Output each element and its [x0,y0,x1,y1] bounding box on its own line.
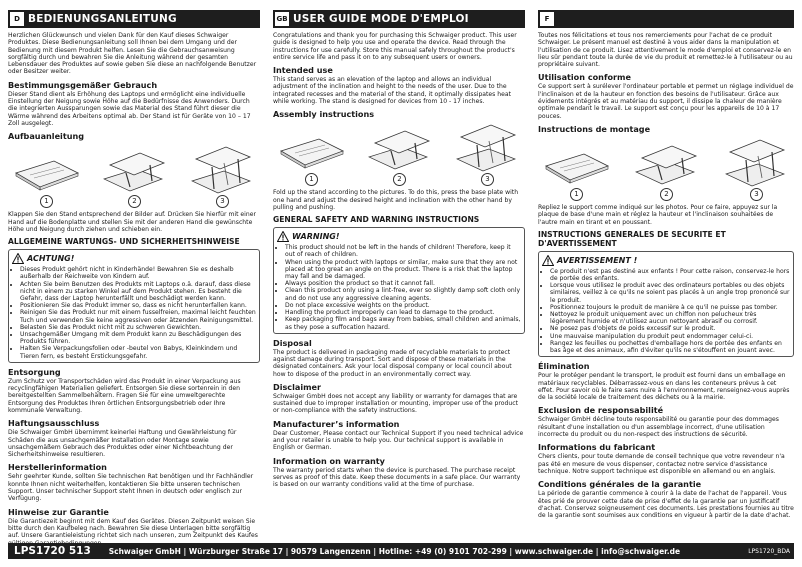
disposal-text-fr: Pour le protéger pendant le transport, le produit est fourni dans un emballage en matériaux recyclables. Débarrassez-vous en dans les conteneurs prévus à cet effet. Pour savoir où le faire sans nuire à l'environnement, renseignez-vous auprès de la société locale de traitement des déchets ou à la mairie. [538,372,790,402]
liability-text-gb: Schwaiger GmbH does not accept any liability or warranty for damages that are sustained due to improper installation or mounting, improper use of the product or non-compliance with the safety instructions. [273,392,518,415]
section-title-gb: USER GUIDE MODE D'EMPLOI [293,13,469,25]
disposal-heading-de: Entsorgung [8,366,61,377]
list-item: • Keep packaging film and bags away from babies, small children and animals, as they pose a suffocation hazard. [285,316,521,330]
warning-triangle-icon [12,253,24,264]
manufacturer-text-de: Sehr geehrter Kunde, sollten Sie technischen Rat benötigen und Ihr Fachhändler konnte Ihnen nicht weiterhelfen, kontaktieren Sie bitte unseren technischen Support. Unser technischer Support steht Ihnen in deutsch oder englisch zur Verfügung. [8,473,254,503]
language-flag-fr: F [540,12,554,26]
assembly-figures-gb [273,121,525,185]
assembly-figures-de [8,143,260,207]
list-item: • Unsachgemäßer Umgang mit dem Produkt kann zu Beschädigungen des Produkts führen. [20,331,256,345]
step-number: 1 [570,188,583,201]
list-item: • Dieses Produkt gehört nicht in Kinderhände! Bewahren Sie es deshalb außerhalb der Reichweite von Kindern auf. [20,266,256,280]
language-flag-de: D [10,12,24,26]
list-item: • Halten Sie Verpackungsfolien oder -beutel von Babys, Kleinkindern und Tieren fern, es besteht Erstickungsgefahr. [20,345,256,359]
list-item: • Clean this product only using a lint-free, ever so slightly damp soft cloth only and do not use any aggressive cleaning agents. [285,287,521,301]
step-number: 2 [393,173,406,186]
step-number: 3 [481,173,494,186]
manufacturer-text-fr: Chers clients, pour toute demande de conseil technique que votre revendeur n'a pas été en mesure de vous dispenser, contactez notre service d'assistance technique. Notre support technique est disponible en allemand ou en anglais. [538,453,785,475]
manufacturer-heading-de: Herstellerinformation [8,462,107,473]
list-item: • Belasten Sie das Produkt nicht mit zu schweren Gewichten. [20,324,256,331]
assembly-heading-gb: Assembly instructions [273,109,375,120]
liability-text-fr: Schwaiger GmbH décline toute responsabilité ou garantie pour des dommages résultant d'une installation ou d'un assemblage incorrect, d'une utilisation incorrecte du produit ou du non-respect des instructions de sécurité. [538,416,779,439]
warning-box-fr [538,251,794,357]
step-number: 3 [216,195,229,208]
disposal-heading-fr: Élimination [538,361,590,372]
list-item: • Positionnez toujours le produit de manière à ce qu'il ne puisse pas tomber. [550,304,790,311]
warning-triangle-icon [542,255,554,266]
list-item: • Nettoyez le produit uniquement avec un chiffon non pelucheux très légèrement humide et n'utilisez aucun nettoyant abrasif ou corrosif. [550,311,790,325]
intro-gb: Congratulations and thank you for purchasing this Schwaiger product. This user guide is designed to help you use and operate the device. Read through the instructions for use carefully. Store this manual safely throughout the product's entire service life and pass it on to any subsequent users or owners. [273,32,517,61]
warranty-text-fr: La période de garantie commence à courir à la date de l'achat de l'appareil. Vous êtes prié de prouver cette date de prise d'effet de la garantie par un justificatif d'achat. Conservez soigneusement ces documents. Les prestations fournies au titre de la garantie sont soumises aux conditions en vigueur à partir de la date d'achat. [538,490,794,520]
assembly-text-de: Klappen Sie den Stand entsprechend der Bilder auf. Drücken Sie hierfür mit einer Hand auf die Bodenplatte und stellen Sie mit der anderen Hand die gewünschte Höhe und Neigung durch ziehen und schieben ein. [8,211,256,233]
list-item: • Ne posez pas d'objets de poids excessif sur le produit. [550,325,790,332]
list-item: • Positionieren Sie das Produkt immer so, dass es nicht herunterfallen kann. [20,302,256,309]
stand-figure-3 [718,136,794,200]
use-heading-fr: Utilisation conforme [538,72,631,83]
step-number: 2 [660,188,673,201]
warranty-heading-de: Hinweise zur Garantie [8,506,109,517]
language-flag-gb: GB [275,12,289,26]
list-item: • Reinigen Sie das Produkt nur mit einem fusselfreien, maximal leicht feuchten Tuch und verwenden Sie keine aggressiven oder ätzenden Reinigungsmittel. [20,309,256,323]
section-header-gb [273,10,525,28]
warning-label-de: ACHTUNG! [27,254,75,264]
intro-fr: Toutes nos félicitations et tous nos remerciements pour l'achat de ce produit Schwaiger. Le présent manuel est destiné à vous aider dans la manipulation et l'utilisation de ce produit. Lisez attentivement le mode d'emploi et conservez-le en lieu sûr pendant toute la durée de vie du produit et remettez-le à l'utilisateur ou au propriétaire suivant. [538,32,793,69]
use-text-gb: This stand serves as an elevation of the laptop and allows an individual adjustment of the inclination and height to the needs of the user. Due to the integrated recesses and the material of the stand, it optimally dissipates heat while working. The stand is designed for devices from 10 - 17 inches. [273,76,512,106]
column-german [8,10,260,551]
disposal-text-gb: The product is delivered in packaging made of recyclable materials to protect against damage during transport. Sort and dispose of these materials in the designated containers. Ask your local disposal company or local council about how to dispose of the product in an environmentally correct way. [273,348,512,378]
list-item: • Handling the product improperly can lead to damage to the product. [285,309,521,316]
stand-figure-1 [273,121,349,185]
stand-figure-1 [538,136,614,200]
stand-figure-2 [361,121,437,185]
product-code: LPS1720 513 [14,545,91,557]
column-english [273,10,525,493]
step-number: 3 [750,188,763,201]
assembly-heading-de: Aufbauanleitung [8,131,85,142]
section-title-de: BEDIENUNGSANLEITUNG [28,13,177,25]
assembly-text-gb: Fold up the stand according to the pictures. To do this, press the base plate with one hand and adjust the desired height and inclination with the other hand by pulling and pushing. [273,189,519,211]
liability-text-de: Die Schwaiger GmbH übernimmt keinerlei Haftung und Gewährleistung für Schäden die aus unsachgemäßer Installation oder Montage sowie unsachgemäßem Gebrauch des Produktes oder einer Nichtbeachtung der Sicherheitshinweise resultieren. [8,429,237,459]
step-number: 1 [305,173,318,186]
liability-heading-gb: Disclaimer [273,381,322,392]
manufacturer-heading-gb: Manufacturer’s information [273,418,400,429]
safety-heading-fr: INSTRUCTIONS GENERALES DE SECURITE ET D'AVERTISSEMENT [538,229,726,248]
intro-de: Herzlichen Glückwunsch und vielen Dank für den Kauf dieses Schwaiger Produktes. Diese Bedienungsanleitung soll Ihnen bei dem Umgang und der Bedienung mit diesem Produkt helfen. Lesen Sie die Gebrauchsanweisung sorgfältig durch und bewahren Sie die Anleitung während der gesamten Lebensdauer des Produktes auf sowie geben Sie diese an nachfolgende Benutzer oder Besitzer weiter. [8,32,257,76]
warning-triangle-icon [277,231,289,242]
use-heading-de: Bestimmungsgemäßer Gebrauch [8,79,158,90]
warning-box-de [8,249,260,363]
warranty-heading-fr: Conditions générales de la garantie [538,479,702,490]
use-heading-gb: Intended use [273,65,333,76]
stand-figure-1 [8,143,84,207]
warning-list-gb [277,244,521,330]
use-text-de: Dieser Stand dient als Erhöhung des Laptops und ermöglicht eine individuelle Einstellung der Neigung sowie Höhe auf die Bedürfnisse des Anwenders. Durch die integrierten Aussparungen sowie das Material des Stand führt dieser die Wärme während des Arbeitens optimal ab. Der Stand ist für Geräte von 10 – 17 Zoll ausgelegt. [8,90,251,127]
safety-heading-gb: GENERAL SAFETY AND WARNING INSTRUCTIONS [273,215,480,225]
list-item: • Achten Sie beim Benutzen des Produkts mit Laptops o.ä. darauf, dass diese nicht in einem zu starken Winkel auf dem Produkt stehen. Es besteht die Gefahr, dass der Laptop herunterfällt und beschädigt werden kann. [20,281,256,303]
column-french [538,10,794,523]
warranty-heading-gb: Information on warranty [273,455,385,466]
warning-label-fr: AVERTISSEMENT ! [557,255,638,265]
assembly-figures-fr [538,136,794,200]
stand-figure-2 [628,136,704,200]
warning-box-gb [273,227,525,333]
section-header-de [8,10,260,28]
stand-figure-3 [184,143,260,207]
warranty-text-de: Die Garantiezeit beginnt mit dem Kauf des Gerätes. Diesen Zeitpunkt weisen Sie bitte durch den Kaufbeleg nach. Bewahren Sie diese Unterlagen bitte sorgfältig auf. Unsere Garantieleistung richtet sich nach unseren, zum Zeitpunkt des Kaufes [8,517,258,540]
liability-heading-de: Haftungsausschluss [8,418,100,429]
manufacturer-heading-fr: Informations du fabricant [538,442,656,453]
list-item: • When using the product with laptops or similar, make sure that they are not placed at too great an angle on the product. There is a risk that the laptop may fall and be damaged. [285,259,521,281]
step-number: 1 [40,195,53,208]
stand-figure-2 [96,143,172,207]
company-contact: Schwaiger GmbH | Würzburger Straße 17 | 90579 Langenzenn | Hotline: +49 (0) 9101 702-299 | www.schwaiger.de | info@schwaiger.de [108,546,681,556]
list-item: • Lorsque vous utilisez le produit avec des ordinateurs portables ou des objets similaires, veillez à ce qu'ils ne soient pas placés à un angle trop prononcé sur le produit. [550,282,790,304]
assembly-heading-fr: Instructions de montage [538,123,651,134]
list-item: • This product should not be left in the hands of children! Therefore, keep it out of reach of children. [285,244,521,258]
manufacturer-text-gb: Dear Customer, Please contact our Technical Support if you need technical advice and your retailer is unable to help you. Our technical support is available in English or German. [273,429,524,452]
warning-label-gb: WARNING! [292,232,340,242]
stand-figure-3 [449,121,525,185]
list-item: • Une mauvaise manipulation du produit peut endommager celui-ci. [550,333,790,340]
liability-heading-fr: Exclusion de responsabilité [538,405,664,416]
list-item: • Ce produit n'est pas destiné aux enfants ! Pour cette raison, conservez-le hors de portée des enfants. [550,268,790,282]
footer-bar [8,543,794,559]
document-id: LPS1720_BDA [748,547,790,555]
use-text-fr: Ce support sert à surélever l'ordinateur portable et permet un réglage individuel de l'inclinaison et de la hauteur en fonction des besoins de l'utilisateur. Grâce aux évidements intégrés et au matériau du support, il dissipe la chaleur de manière optimale pendant le travail. Le support est conçu pour les appareils de 10 à 17 pouces. [538,83,794,120]
warning-list-fr [542,268,790,354]
disposal-text-de: Zum Schutz vor Transportschäden wird das Produkt in einer Verpackung aus recyclingfähigen Materialien geliefert. Entsorgen Sie diese sortenrein in den bereitgestellten Sammelbehältern. Fragen Sie für eine umweltgerechte Entsorgung des Produktes Ihren örtlichen Entsorgungsbetrieb oder Ihre kommunale Verwaltung. [8,377,241,414]
warranty-text-gb: The warranty period starts when the device is purchased. The purchase receipt serves as proof of this date. Keep these documents in a safe place. Our warranty is based on our warranty conditions valid at the time of purchase. [273,466,521,489]
step-number: 2 [128,195,141,208]
warning-list-de [12,266,256,360]
list-item: • Rangez les feuilles ou pochettes d'emballage hors de portée des enfants en bas âge et des animaux, afin d'éviter qu'ils ne s'étouffent en jouant avec. [550,340,790,354]
list-item: • Always position the product so that it cannot fall. [285,280,521,287]
list-item: • Do not place excessive weights on the product. [285,302,521,309]
assembly-text-fr: Repliez le support comme indiqué sur les photos. Pour ce faire, appuyez sur la plaque de base d'une main et réglez la hauteur et l'inclinaison souhaitées de l'autre main en tirant et en poussant. [538,203,778,226]
safety-heading-de: ALLGEMEINE WARTUNGS- UND SICHERHEITSHINWEISE [8,237,240,247]
disposal-heading-gb: Disposal [273,337,312,348]
section-header-fr [538,10,794,28]
